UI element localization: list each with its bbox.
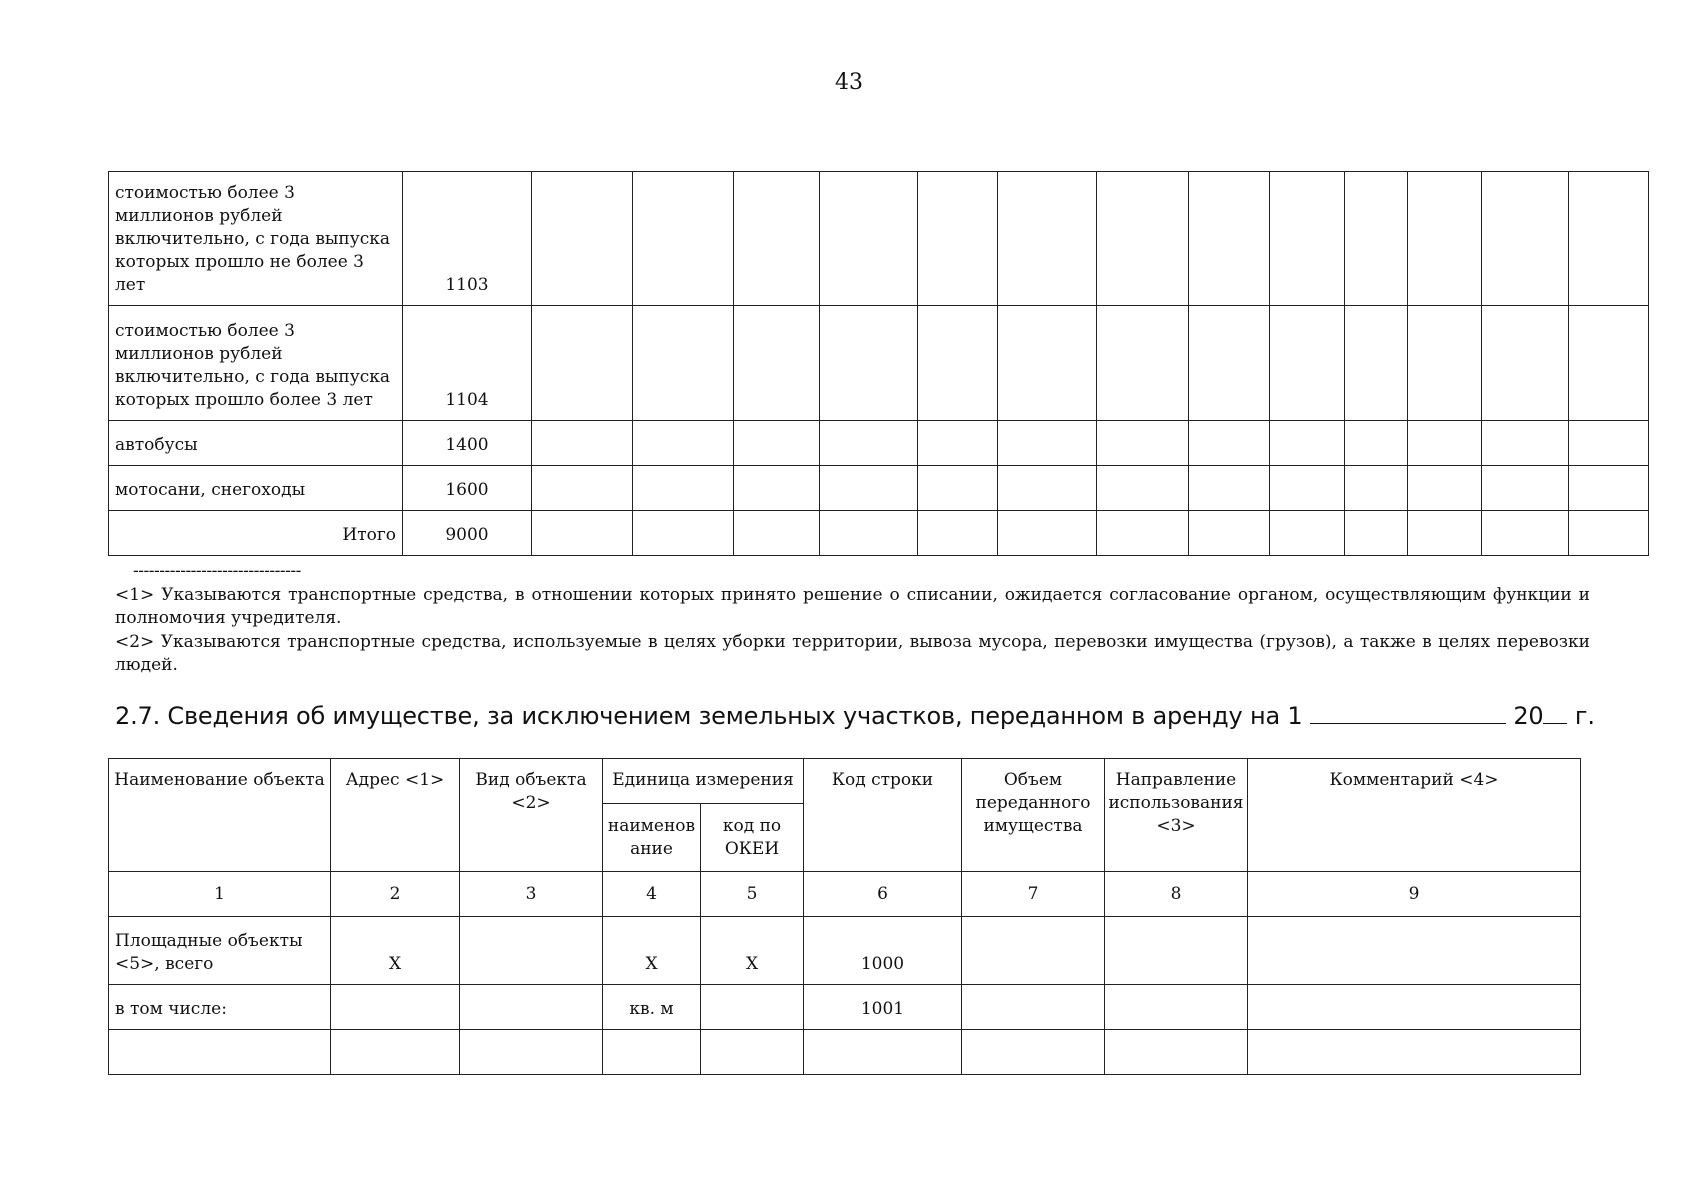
row-name-cell: стоимостью более 3 миллионов рублей включительно, с года выпуска которых прошло более 3 лет bbox=[109, 306, 403, 421]
address-cell bbox=[331, 1030, 460, 1075]
unit-name-cell bbox=[603, 1030, 701, 1075]
unit-name-cell: кв. м bbox=[603, 985, 701, 1030]
header-type: Вид объекта <2> bbox=[460, 759, 603, 872]
row-name-cell bbox=[109, 1030, 331, 1075]
table-row bbox=[109, 985, 1581, 1030]
header-unit-code: код по ОКЕИ bbox=[701, 804, 804, 872]
column-number: 8 bbox=[1105, 872, 1248, 917]
address-cell: X bbox=[331, 917, 460, 985]
row-name-cell: автобусы bbox=[109, 421, 403, 466]
direction-cell bbox=[1105, 985, 1248, 1030]
row-code-cell: 1400 bbox=[403, 421, 532, 466]
header-comment: Комментарий <4> bbox=[1248, 759, 1581, 872]
table-row bbox=[109, 172, 1649, 306]
address-cell bbox=[331, 985, 460, 1030]
header-direction: Направление использования <3> bbox=[1105, 759, 1248, 872]
table-row bbox=[109, 306, 1649, 421]
unit-code-cell: X bbox=[701, 917, 804, 985]
column-number: 1 bbox=[109, 872, 331, 917]
column-number: 5 bbox=[701, 872, 804, 917]
total-label-cell: Итого bbox=[109, 511, 403, 556]
column-number: 7 bbox=[962, 872, 1105, 917]
unit-code-cell bbox=[701, 1030, 804, 1075]
type-cell bbox=[460, 985, 603, 1030]
row-code-cell: 1001 bbox=[804, 985, 962, 1030]
table-row bbox=[109, 917, 1581, 985]
table-row bbox=[109, 1030, 1581, 1075]
type-cell bbox=[460, 917, 603, 985]
section-title-suffix: г. bbox=[1574, 702, 1595, 730]
volume-cell bbox=[962, 1030, 1105, 1075]
comment-cell bbox=[1248, 1030, 1581, 1075]
table-row-total bbox=[109, 511, 1649, 556]
row-name-cell: стоимостью более 3 миллионов рублей включительно, с года выпуска которых прошло не более 3 лет bbox=[109, 172, 403, 306]
footnote-divider: -------------------------------- bbox=[133, 561, 301, 581]
row-code-cell: 1104 bbox=[403, 306, 532, 421]
volume-cell bbox=[962, 917, 1105, 985]
row-name-cell: Площадные объекты <5>, всего bbox=[109, 917, 331, 985]
volume-cell bbox=[962, 985, 1105, 1030]
row-name-cell: мотосани, снегоходы bbox=[109, 466, 403, 511]
header-row-code: Код строки bbox=[804, 759, 962, 872]
header-unit-name: наименов ание bbox=[603, 804, 701, 872]
row-code-cell bbox=[804, 1030, 962, 1075]
direction-cell bbox=[1105, 917, 1248, 985]
footnotes bbox=[115, 560, 1590, 678]
date-blank-field bbox=[1310, 701, 1506, 724]
table-row bbox=[109, 466, 1649, 511]
section-title-year: 20 bbox=[1513, 702, 1544, 730]
row-name-cell: в том числе: bbox=[109, 985, 331, 1030]
row-code-cell: 1600 bbox=[403, 466, 532, 511]
unit-name-cell: X bbox=[603, 917, 701, 985]
header-name: Наименование объекта bbox=[109, 759, 331, 872]
comment-cell bbox=[1248, 985, 1581, 1030]
column-number: 6 bbox=[804, 872, 962, 917]
total-code-cell: 9000 bbox=[403, 511, 532, 556]
footnote-1: <1> Указываются транспортные средства, в отношении которых принято решение о списании, ожидается согласование органом, осуществляющим функции и полномочия учредителя. bbox=[115, 584, 1590, 628]
column-number: 3 bbox=[460, 872, 603, 917]
column-number: 9 bbox=[1248, 872, 1581, 917]
direction-cell bbox=[1105, 1030, 1248, 1075]
table-row bbox=[109, 421, 1649, 466]
unit-code-cell bbox=[701, 985, 804, 1030]
leased-property-table bbox=[108, 758, 1581, 1075]
page-number: 43 bbox=[835, 70, 863, 95]
column-number: 2 bbox=[331, 872, 460, 917]
column-number: 4 bbox=[603, 872, 701, 917]
vehicles-table bbox=[108, 171, 1649, 556]
footnote-2: <2> Указываются транспортные средства, используемые в целях уборки территории, вывоза мусора, перевозки имущества (грузов), а также в целях перевозки людей. bbox=[115, 631, 1590, 675]
column-number-row bbox=[109, 872, 1581, 917]
section-title-text: 2.7. Сведения об имуществе, за исключением земельных участков, переданном в аренду на 1 bbox=[115, 702, 1303, 730]
header-address: Адрес <1> bbox=[331, 759, 460, 872]
header-unit: Единица измерения bbox=[603, 759, 804, 804]
row-code-cell: 1103 bbox=[403, 172, 532, 306]
comment-cell bbox=[1248, 917, 1581, 985]
header-volume: Объем переданного имущества bbox=[962, 759, 1105, 872]
row-code-cell: 1000 bbox=[804, 917, 962, 985]
table-header-row bbox=[109, 759, 1581, 804]
type-cell bbox=[460, 1030, 603, 1075]
year-blank-field bbox=[1543, 701, 1567, 724]
section-title bbox=[115, 701, 1595, 730]
